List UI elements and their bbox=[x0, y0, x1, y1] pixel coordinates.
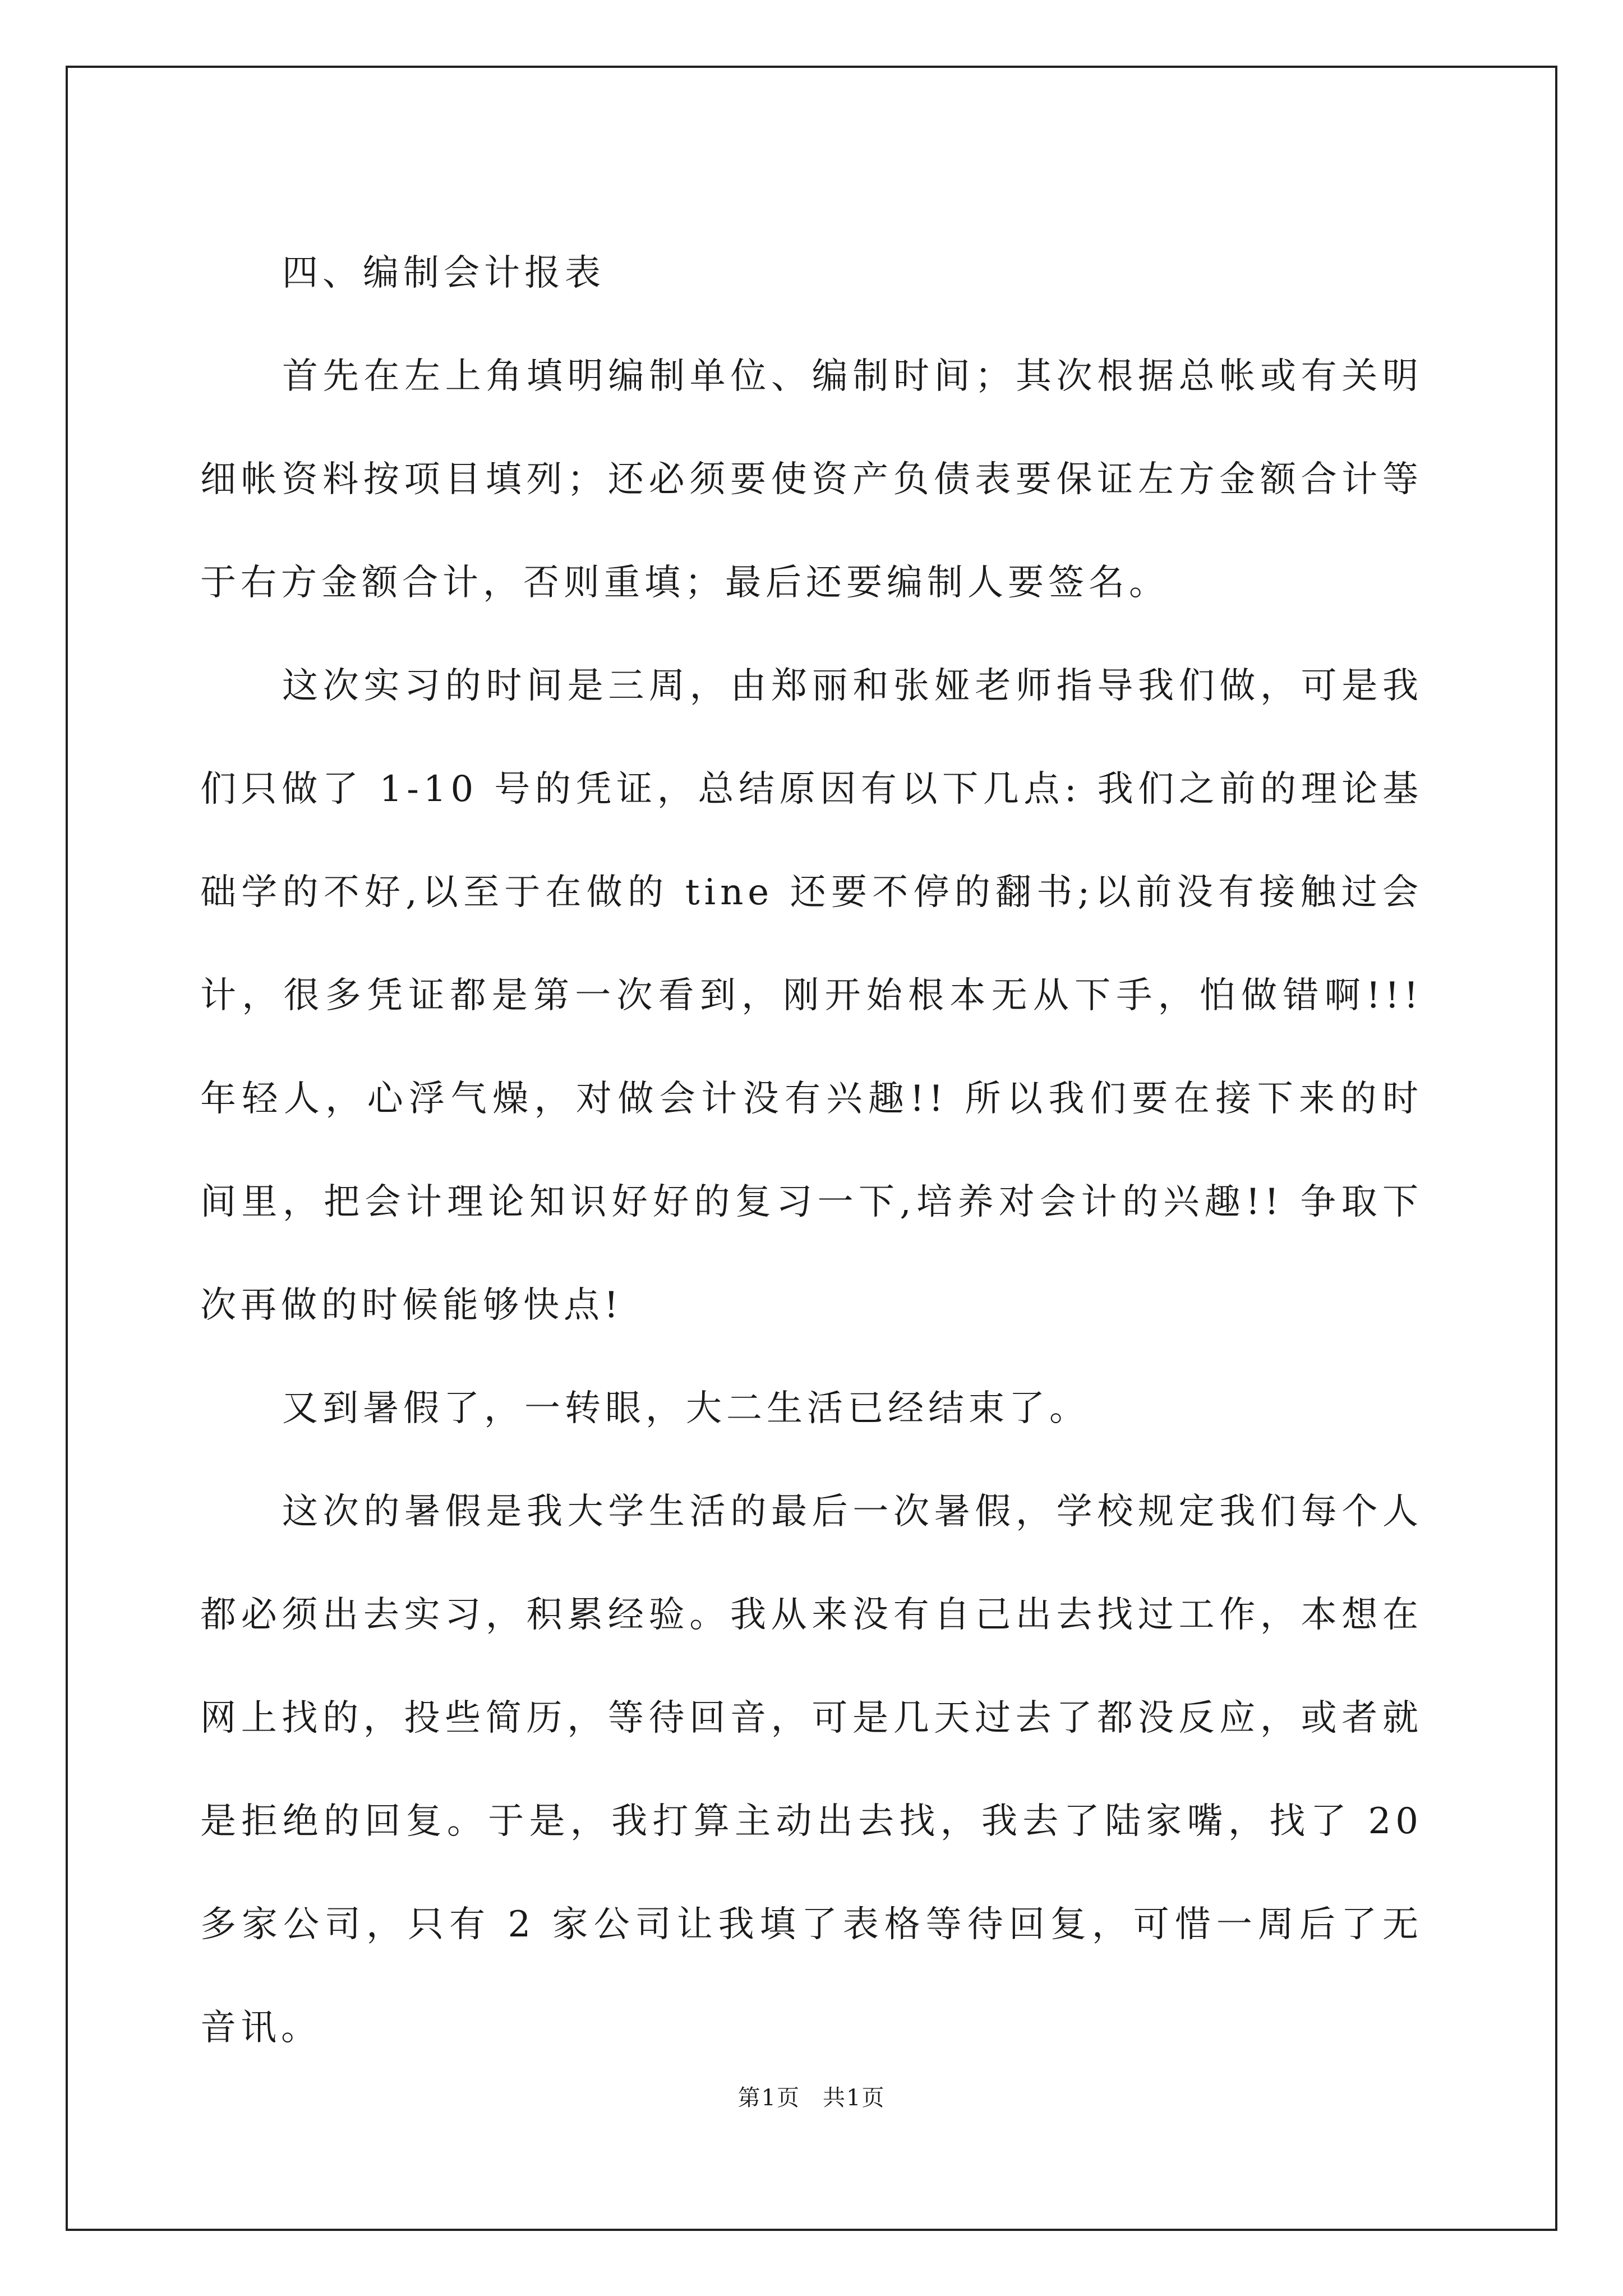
paragraph: 这次的暑假是我大学生活的最后一次暑假，学校规定我们每个人都必须出去实习，积累经验。我从来没有自己出去找过工作，本想在网上找的，投些简历，等待回音，可是几天过去了都没反应，或者就是拒绝的回复。于是，我打算主动出去找，我去了陆家嘴，找了 20 多家公司，只有 2 家公司让我填了表格等待回复，可惜一周后了无音讯。 bbox=[200, 1491, 1423, 2049]
document-body bbox=[200, 222, 1423, 2079]
paragraph: 这次实习的时间是三周，由郑丽和张娅老师指导我们做，可是我们只做了 1-10 号的凭证，总结原因有以下几点: 我们之前的理论基础学的不好,以至于在做的 tine 还要不停的翻书;以前没有接触过会计，很多凭证都是第一次看到，刚开始根本无从下手，怕做错啊!!! 年轻人，心浮气燥，对做会计没有兴趣!! 所以我们要在接下来的时间里，把会计理论知识好好的复习一下,培养对会计的兴趣!! 争取下次再做的时候能够快点! bbox=[200, 665, 1423, 1326]
page-footer bbox=[0, 2080, 1623, 2112]
page-total: 共1页 bbox=[823, 2085, 886, 2111]
paragraph: 又到暑假了，一转眼，大二生活已经结束了。 bbox=[282, 1388, 1090, 1429]
page-number: 第1页 bbox=[737, 2085, 800, 2111]
paragraph: 首先在左上角填明编制单位、编制时间；其次根据总帐或有关明细帐资料按项目填列；还必须要使资产负债表要保证左方金额合计等于右方金额合计，否则重填；最后还要编制人要签名。 bbox=[200, 356, 1423, 604]
section-heading: 四、编制会计报表 bbox=[282, 252, 605, 294]
